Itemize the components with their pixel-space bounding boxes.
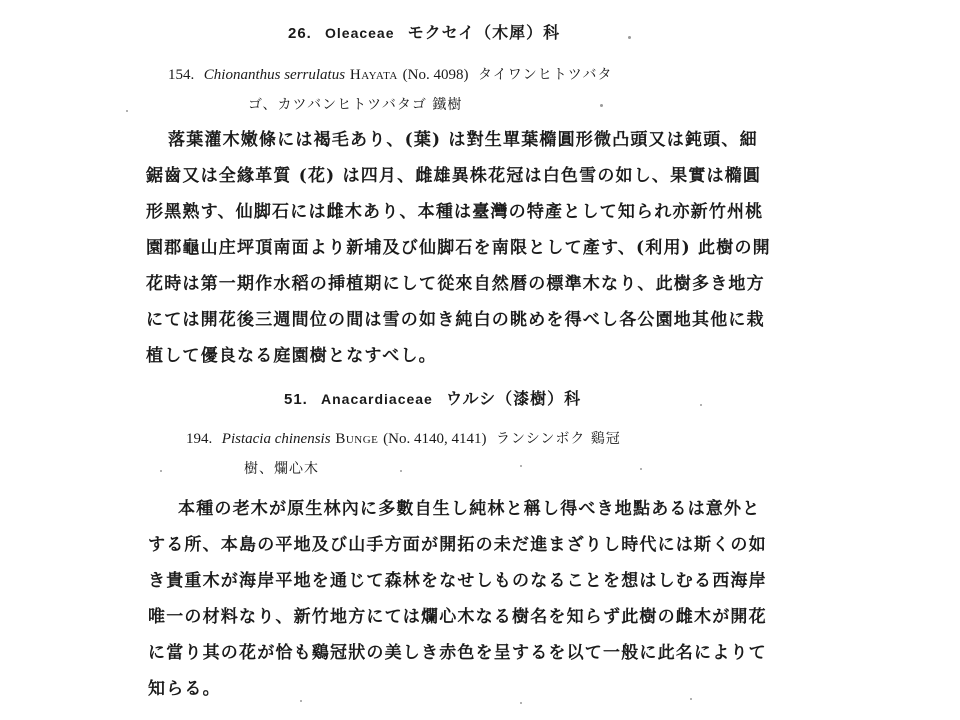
- scan-speck: [520, 465, 522, 467]
- body-text-line: 唯一の材料なり、新竹地方にては爛心木なる樹名を知らず此樹の雌木が開花: [148, 607, 767, 627]
- scan-speck: [126, 110, 128, 112]
- family-japanese-name: ウルシ（漆樹）科: [445, 389, 582, 408]
- family-heading-anacardiaceae: [284, 386, 581, 409]
- body-text-line: する所、本島の平地及び山手方面が開拓の未だ進まざりし時代には斯くの如: [148, 535, 767, 555]
- entry-number: 154.: [168, 67, 195, 83]
- family-japanese-name: モクセイ（木犀）科: [407, 23, 561, 42]
- scan-speck: [640, 468, 642, 470]
- scan-speck: [628, 36, 631, 39]
- specimen-number: (No. 4140, 4141): [383, 431, 487, 447]
- body-text-line: 園郡龜山庄坪頂南面より新埔及び仙脚石を南限として產す、(利用) 此樹の開: [146, 238, 771, 258]
- common-names-line2: 樹、爛心木: [244, 461, 319, 477]
- body-text-line: にては開花後三週間位の間は雪の如き純白の眺めを得べし各公園地其他に栽: [146, 310, 765, 330]
- specimen-number: (No. 4098): [402, 67, 469, 83]
- family-number: 26.: [288, 25, 312, 42]
- family-number: 51.: [284, 391, 308, 408]
- body-text-line: き貴重木が海岸平地を通じて森林をなせしものなることを想はしむる西海岸: [148, 571, 767, 591]
- scan-speck: [160, 470, 162, 472]
- body-text-line: 本種の老木が原生林內に多數自生し純林と稱し得べき地點あるは意外と: [178, 499, 761, 519]
- common-names-line2: ゴ、カツバンヒトツバタゴ 鐵樹: [248, 97, 463, 113]
- body-text-line: 落葉灌木嫩條には褐毛あり、(葉) は對生單葉橢圓形微凸頭又は鈍頭、細: [168, 130, 758, 150]
- author-name: Bunge: [335, 431, 379, 447]
- body-text-line: 形黑熟す、仙脚石には雌木あり、本種は臺灣の特產として知られ亦新竹州桃: [146, 202, 764, 222]
- scan-speck: [700, 404, 702, 406]
- body-text-line: 鋸齒又は全緣革質 (花) は四月、雌雄異株花冠は白色雪の如し、果實は橢圓: [146, 166, 762, 186]
- scientific-name: Chionanthus serrulatus: [203, 67, 346, 83]
- scan-speck: [600, 104, 603, 107]
- common-names-continued: [248, 94, 462, 114]
- scan-speck: [520, 702, 522, 704]
- family-latin-name: Oleaceae: [325, 25, 395, 41]
- family-heading-oleaceae: [288, 20, 560, 43]
- body-text-line: 花時は第一期作水稻の挿植期にして從來自然暦の標準木なり、此樹多き地方: [146, 274, 765, 294]
- common-names: タイワンヒトツバタ: [478, 67, 613, 83]
- scan-speck: [690, 698, 692, 700]
- species-entry-header: [186, 428, 621, 448]
- scan-speck: [300, 700, 302, 702]
- entry-number: 194.: [186, 431, 213, 447]
- author-name: Hayata: [349, 67, 398, 83]
- common-names: ランシンボク 鷄冠: [496, 431, 621, 447]
- scientific-name: Pistacia chinensis: [221, 431, 331, 447]
- common-names-continued: [244, 458, 319, 478]
- species-entry-header: [168, 64, 612, 84]
- body-text-line: 知らる。: [148, 679, 221, 699]
- body-text-line: 植して優良なる庭園樹となすべし。: [146, 346, 437, 366]
- body-text-line: に當り其の花が恰も鷄冠狀の美しき赤色を呈するを以て一般に此名によりて: [148, 643, 767, 663]
- scan-speck: [400, 470, 402, 472]
- family-latin-name: Anacardiaceae: [321, 391, 433, 407]
